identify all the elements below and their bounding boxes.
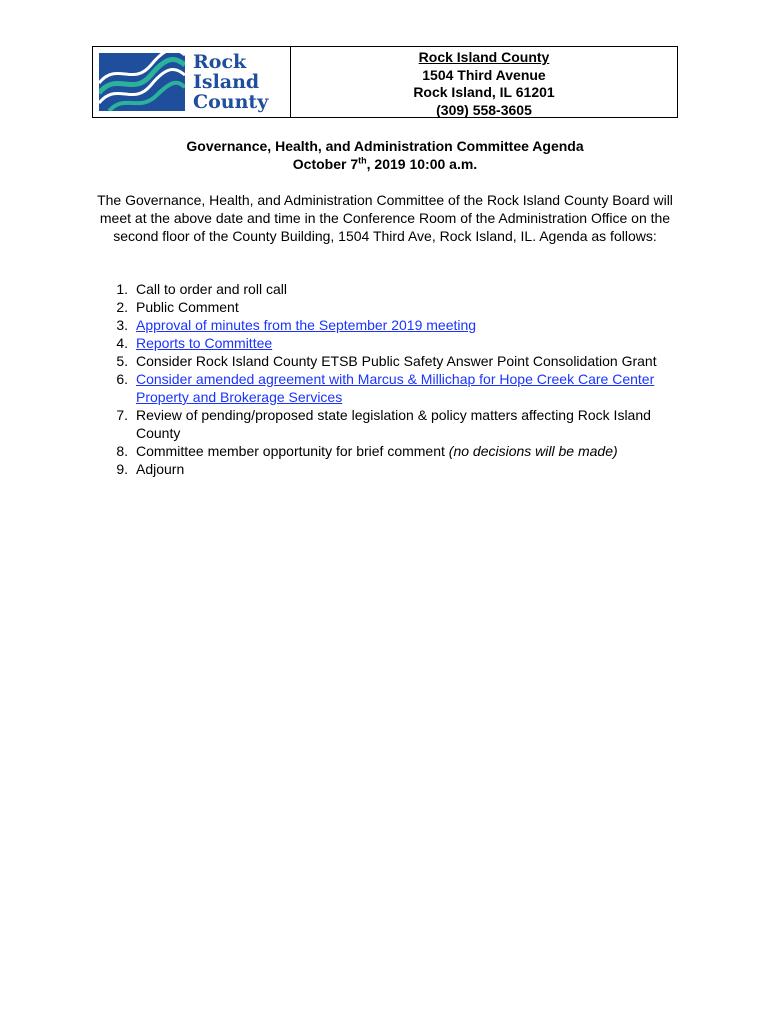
rock-island-county-logo-icon: [99, 53, 185, 111]
agenda-item-text: Call to order and roll call: [136, 281, 287, 297]
logo-line-1: Rock: [193, 51, 247, 73]
intro-paragraph: The Governance, Health, and Administration Committee of the Rock Island County Board will meet at the above date and time in the Conference Room of the Administration Office on the second floor of the County Building, 1504 Third Ave, Rock Island, IL. Agenda as follows:: [97, 192, 673, 244]
agenda-item-number: 1.: [116, 281, 128, 297]
street-address: 1504 Third Avenue: [422, 66, 546, 83]
agenda-item-number: 9.: [116, 461, 128, 477]
agenda-item-text: Public Comment: [136, 299, 239, 315]
county-name: Rock Island County: [418, 49, 550, 65]
agenda-list: [110, 280, 690, 478]
agenda-item-number: 7.: [116, 407, 128, 423]
agenda-item: [110, 406, 690, 442]
agenda-item: [110, 316, 690, 334]
logo-line-2: Island: [193, 71, 260, 93]
agenda-item: [110, 298, 690, 316]
agenda-item-number: 8.: [116, 443, 128, 459]
city-state-zip: Rock Island, IL 61201: [413, 84, 555, 100]
logo-line-3: County: [193, 91, 269, 113]
address-block: [291, 47, 677, 117]
agenda-item-text: Consider Rock Island County ETSB Public Safety Answer Point Consolidation Grant: [136, 353, 657, 369]
agenda-item-text: Adjourn: [136, 461, 185, 477]
agenda-title: [0, 138, 770, 173]
agenda-item: [110, 460, 690, 478]
meeting-date: [0, 156, 770, 174]
minutes-link[interactable]: Approval of minutes from the September 2019 meeting: [136, 317, 477, 333]
agenda-item-text: Committee member opportunity for brief comment: [136, 443, 445, 459]
agenda-item: [110, 442, 690, 460]
agenda-item-number: 6.: [116, 371, 128, 387]
phone-number: (309) 558-3605: [436, 101, 532, 118]
agenda-item-text: Review of pending/proposed state legislation & policy matters affecting Rock Island County: [136, 407, 651, 441]
agenda-item-number: 3.: [116, 317, 128, 333]
date-prefix: October 7: [292, 155, 359, 172]
logo: [93, 47, 291, 117]
agenda-item: [110, 352, 690, 370]
letterhead: [92, 46, 678, 118]
committee-title: Governance, Health, and Administration Committee Agenda: [186, 138, 584, 154]
agenda-item-number: 4.: [116, 335, 128, 351]
agenda-item-note: (no decisions will be made): [448, 443, 618, 459]
logo-wordmark: [193, 52, 268, 112]
agenda-item-number: 2.: [116, 299, 128, 315]
agreement-link[interactable]: Consider amended agreement with Marcus & Millichap for Hope Creek Care Center Property and Brokerage Services: [136, 371, 655, 405]
date-suffix: , 2019 10:00 a.m.: [366, 155, 478, 172]
date-ordinal: th: [358, 154, 367, 165]
reports-link[interactable]: Reports to Committee: [136, 335, 273, 351]
agenda-item: [110, 370, 690, 406]
agenda-item-number: 5.: [116, 353, 128, 369]
agenda-item: [110, 280, 690, 298]
agenda-item: [110, 334, 690, 352]
